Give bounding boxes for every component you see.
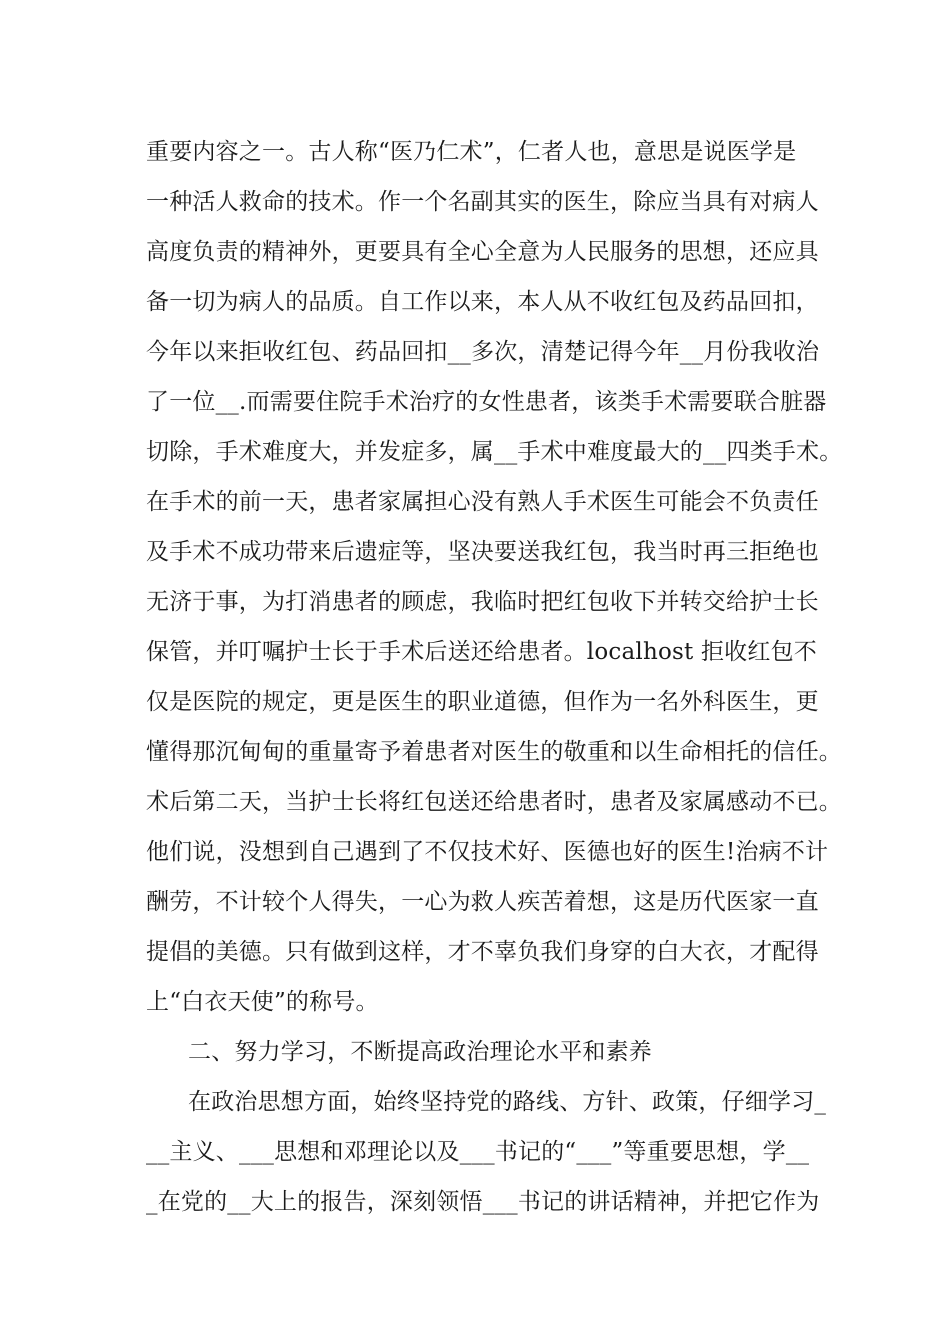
body-text-line: 备一切为病人的品质。自工作以来，本人从不收红包及药品回扣，: [146, 289, 819, 315]
body-text-line: 了一位__.而需要住院手术治疗的女性患者，该类手术需要联合脏器: [146, 389, 827, 415]
body-text-line: 懂得那沉甸甸的重量寄予着患者对医生的敬重和以生命相托的信任。: [146, 739, 842, 765]
body-text-line: _在党的__大上的报告，深刻领悟___书记的讲话精神，并把它作为: [146, 1189, 820, 1215]
body-text-line: 上“白衣天使”的称号。: [146, 989, 379, 1015]
body-text-line: 重要内容之一。古人称“医乃仁术”，仁者人也，意思是说医学是: [146, 139, 797, 165]
body-text-line: 切除，手术难度大，并发症多，属__手术中难度最大的__四类手术。: [146, 439, 843, 465]
body-text-line: 在手术的前一天，患者家属担心没有熟人手术医生可能会不负责任: [146, 489, 819, 515]
body-text-line: 一种活人救命的技术。作一个名副其实的医生，除应当具有对病人: [146, 189, 819, 215]
section-heading: 二、努力学习，不断提高政治理论水平和素养: [188, 1039, 652, 1065]
body-text-line: 无济于事，为打消患者的顾虑，我临时把红包收下并转交给护士长: [146, 589, 819, 615]
body-text-line: 在政治思想方面，始终坚持党的路线、方针、政策，仔细学习_: [188, 1089, 827, 1115]
body-text-line: 保管，并叮嘱护士长于手术后送还给患者。localhost 拒收红包不: [146, 639, 817, 665]
body-text-line: 及手术不成功带来后遗症等，坚决要送我红包，我当时再三拒绝也: [146, 539, 819, 565]
body-text-line: 酬劳，不计较个人得失，一心为救人疾苦着想，这是历代医家一直: [146, 889, 819, 915]
body-text-line: 他们说，没想到自己遇到了不仅技术好、医德也好的医生!治病不计: [146, 839, 829, 865]
body-text-line: __主义、___思想和邓理论以及___书记的“___”等重要思想，学__: [146, 1139, 810, 1165]
body-text-line: 仅是医院的规定，更是医生的职业道德，但作为一名外科医生，更: [146, 689, 819, 715]
body-text-line: 今年以来拒收红包、药品回扣__多次，清楚记得今年__月份我收治: [146, 339, 820, 365]
body-text-line: 提倡的美德。只有做到这样，才不辜负我们身穿的白大衣，才配得: [146, 939, 819, 965]
body-text-line: 高度负责的精神外，更要具有全心全意为人民服务的思想，还应具: [146, 239, 819, 265]
body-text-line: 术后第二天，当护士长将红包送还给患者时，患者及家属感动不已。: [146, 789, 842, 815]
